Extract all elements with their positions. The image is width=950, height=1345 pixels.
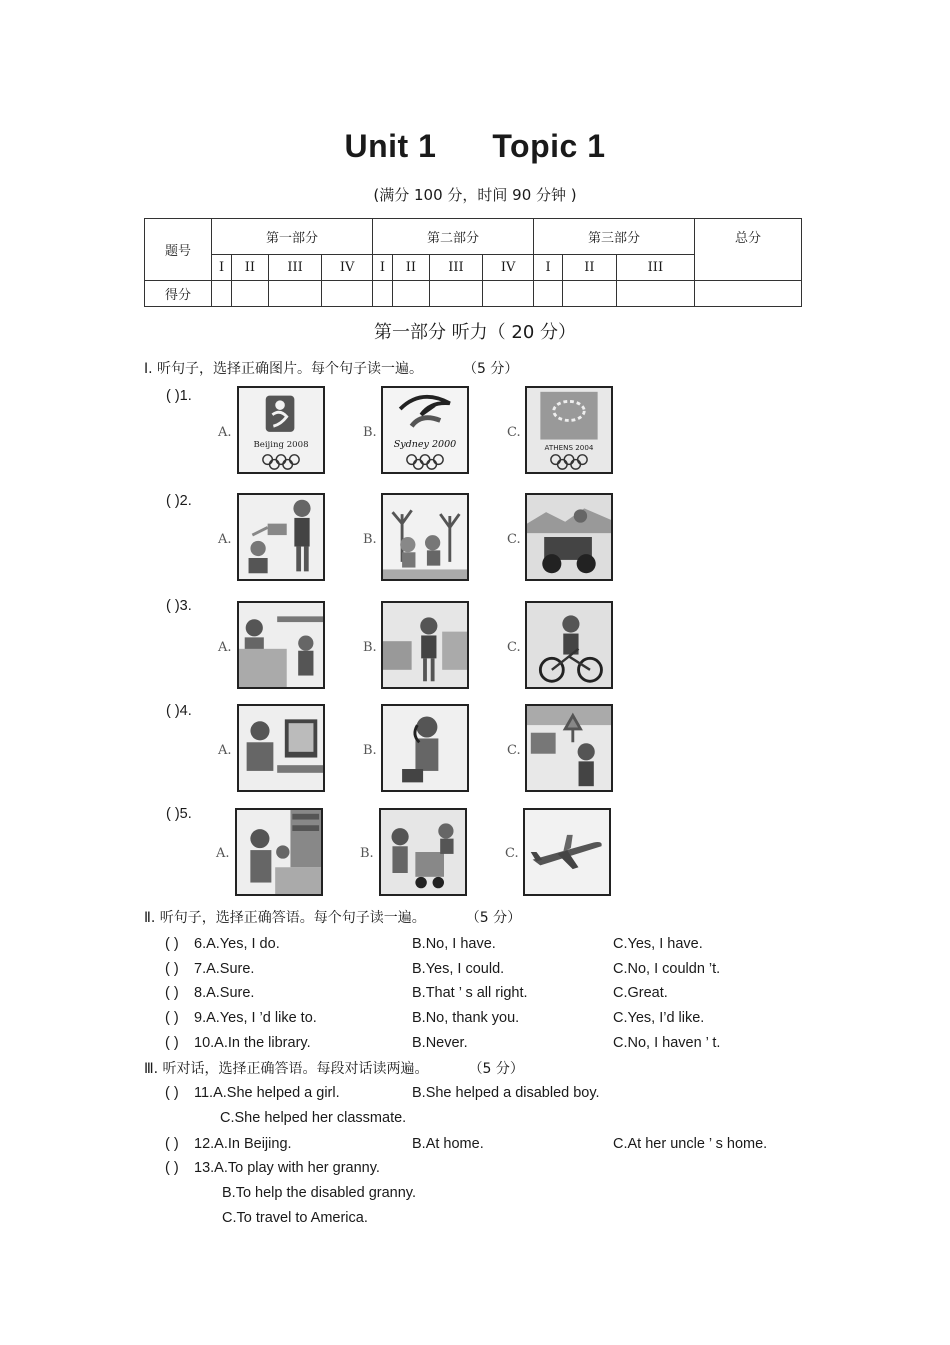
q13-blank[interactable]: ( ) bbox=[165, 1160, 179, 1176]
part3-col: III bbox=[616, 255, 694, 281]
q6-option-a: 6.A.Yes, I do. bbox=[194, 936, 280, 952]
q8-blank[interactable]: ( ) bbox=[165, 985, 179, 1001]
q13-option-c: C.To travel to America. bbox=[222, 1210, 368, 1226]
q5-blank[interactable]: ( )5. bbox=[166, 806, 192, 822]
q11-option-b: B.She helped a disabled boy. bbox=[412, 1085, 600, 1101]
q3-option-a[interactable]: A. bbox=[218, 640, 232, 655]
q10-option-c: C.No, I haven ’ t. bbox=[613, 1035, 721, 1051]
q12-option-c: C.At her uncle ’ s home. bbox=[613, 1136, 768, 1152]
title-unit: Unit 1 bbox=[344, 128, 437, 164]
q6-option-b: B.No, I have. bbox=[412, 936, 496, 952]
page-title bbox=[0, 128, 950, 165]
q12-option-a: 12.A.In Beijing. bbox=[194, 1136, 292, 1152]
girl-watering-plant-image[interactable] bbox=[237, 493, 325, 581]
exam-info: (满分 100 分，时间 90 分钟 ) bbox=[373, 186, 577, 204]
q9-option-c: C.Yes, I’d like. bbox=[613, 1010, 705, 1026]
score-cell[interactable] bbox=[232, 281, 269, 307]
boy-pushing-cart-image[interactable] bbox=[379, 808, 467, 896]
logo-text: Beijing 2008 bbox=[253, 440, 309, 451]
score-cell[interactable] bbox=[533, 281, 562, 307]
q3-option-b[interactable]: B. bbox=[363, 640, 377, 655]
score-cell[interactable] bbox=[372, 281, 392, 307]
part2-col: I bbox=[372, 255, 392, 281]
part2-col: IV bbox=[483, 255, 534, 281]
q1-option-a[interactable]: A. bbox=[218, 425, 232, 440]
part3-col: I bbox=[533, 255, 562, 281]
partII-heading: Ⅱ. 听句子，选择正确答语。每个句子读一遍。 （5 分） bbox=[144, 910, 522, 926]
woman-on-phone-image[interactable] bbox=[381, 704, 469, 792]
q11-option-c: C.She helped her classmate. bbox=[220, 1110, 407, 1126]
part1-header: 第一部分 bbox=[212, 219, 373, 255]
q12-blank[interactable]: ( ) bbox=[165, 1136, 179, 1152]
q3-option-c[interactable]: C. bbox=[507, 640, 521, 655]
q4-option-a[interactable]: A. bbox=[218, 743, 232, 758]
q4-option-b[interactable]: B. bbox=[363, 743, 377, 758]
girl-on-street-image[interactable] bbox=[381, 601, 469, 689]
q6-blank[interactable]: ( ) bbox=[165, 936, 179, 952]
q11-blank[interactable]: ( ) bbox=[165, 1085, 179, 1101]
part3-header: 第三部分 bbox=[533, 219, 694, 255]
sydney-2000-logo[interactable] bbox=[381, 386, 469, 474]
athens-2004-logo[interactable] bbox=[525, 386, 613, 474]
score-cell[interactable] bbox=[563, 281, 617, 307]
q13-option-b: B.To help the disabled granny. bbox=[222, 1185, 417, 1201]
q1-blank[interactable]: ( )1. bbox=[166, 388, 192, 404]
partI-heading: Ⅰ. 听句子，选择正确图片。每个句子读一遍。 （5 分） bbox=[144, 361, 519, 377]
q8-option-a: 8.A.Sure. bbox=[194, 985, 255, 1001]
part2-col: III bbox=[429, 255, 482, 281]
library-counter-image[interactable] bbox=[237, 601, 325, 689]
score-cell[interactable] bbox=[322, 281, 373, 307]
score-cell[interactable] bbox=[392, 281, 429, 307]
q10-blank[interactable]: ( ) bbox=[165, 1035, 179, 1051]
q7-option-a: 7.A.Sure. bbox=[194, 961, 255, 977]
q2-option-a[interactable]: A. bbox=[218, 532, 232, 547]
boy-with-plant-image[interactable] bbox=[525, 704, 613, 792]
logo-text: Sydney 2000 bbox=[393, 439, 457, 451]
q5-option-a[interactable]: A. bbox=[216, 846, 230, 861]
q9-option-b: B.No, thank you. bbox=[412, 1010, 520, 1026]
part1-col: III bbox=[268, 255, 321, 281]
score-cell[interactable] bbox=[429, 281, 482, 307]
total-header: 总分 bbox=[695, 219, 802, 281]
part1-col: II bbox=[232, 255, 269, 281]
q4-option-c[interactable]: C. bbox=[507, 743, 521, 758]
q13-option-a: 13.A.To play with her granny. bbox=[194, 1160, 380, 1176]
q5-option-b[interactable]: B. bbox=[360, 846, 374, 861]
part2-col: II bbox=[392, 255, 429, 281]
q2-option-b[interactable]: B. bbox=[363, 532, 377, 547]
total-score-cell[interactable] bbox=[695, 281, 802, 307]
q12-option-b: B.At home. bbox=[412, 1136, 484, 1152]
tractor-image[interactable] bbox=[525, 493, 613, 581]
q4-blank[interactable]: ( )4. bbox=[166, 703, 192, 719]
children-in-library-image[interactable] bbox=[235, 808, 323, 896]
title-topic: Topic 1 bbox=[492, 128, 606, 164]
question-number-label: 题号 bbox=[145, 219, 212, 281]
score-label: 得分 bbox=[145, 281, 212, 307]
section1-heading: 第一部分 听力（ 20 分） bbox=[373, 322, 577, 343]
part1-col: I bbox=[212, 255, 232, 281]
q10-option-a: 10.A.In the library. bbox=[194, 1035, 311, 1051]
children-planting-trees-image[interactable] bbox=[381, 493, 469, 581]
q8-option-c: C.Great. bbox=[613, 985, 668, 1001]
part2-header: 第二部分 bbox=[372, 219, 533, 255]
q5-option-c[interactable]: C. bbox=[505, 846, 519, 861]
part1-col: IV bbox=[322, 255, 373, 281]
q10-option-b: B.Never. bbox=[412, 1035, 468, 1051]
q1-option-b[interactable]: B. bbox=[363, 425, 377, 440]
part3-col: II bbox=[563, 255, 617, 281]
airplane-image[interactable] bbox=[523, 808, 611, 896]
score-cell[interactable] bbox=[268, 281, 321, 307]
q2-option-c[interactable]: C. bbox=[507, 532, 521, 547]
q6-option-c: C.Yes, I have. bbox=[613, 936, 703, 952]
q7-option-b: B.Yes, I could. bbox=[412, 961, 505, 977]
score-table bbox=[144, 218, 802, 307]
q7-option-c: C.No, I couldn ’t. bbox=[613, 961, 721, 977]
q2-blank[interactable]: ( )2. bbox=[166, 493, 192, 509]
q9-blank[interactable]: ( ) bbox=[165, 1010, 179, 1026]
q7-blank[interactable]: ( ) bbox=[165, 961, 179, 977]
logo-text: ATHENS 2004 bbox=[544, 443, 594, 453]
score-cell[interactable] bbox=[212, 281, 232, 307]
q1-option-c[interactable]: C. bbox=[507, 425, 521, 440]
girl-riding-bike-image[interactable] bbox=[525, 601, 613, 689]
q11-option-a: 11.A.She helped a girl. bbox=[194, 1085, 340, 1101]
q8-option-b: B.That ’ s all right. bbox=[412, 985, 528, 1001]
score-cell[interactable] bbox=[616, 281, 694, 307]
partIII-heading: Ⅲ. 听对话，选择正确答语。每段对话读两遍。 （5 分） bbox=[144, 1061, 524, 1077]
q9-option-a: 9.A.Yes, I ’d like to. bbox=[194, 1010, 317, 1026]
q3-blank[interactable]: ( )3. bbox=[166, 598, 192, 614]
woman-at-computer-image[interactable] bbox=[237, 704, 325, 792]
beijing-2008-logo[interactable] bbox=[237, 386, 325, 474]
score-cell[interactable] bbox=[483, 281, 534, 307]
